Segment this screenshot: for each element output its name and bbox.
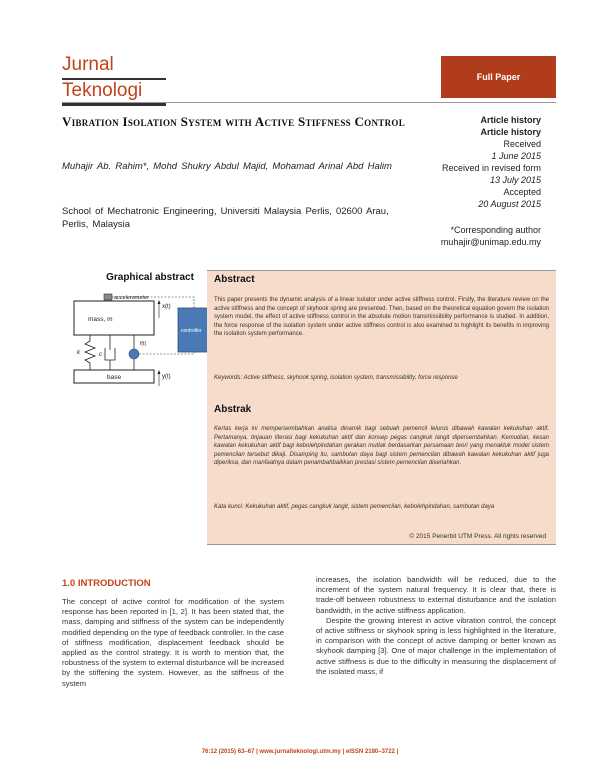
revised-date: 13 July 2015 xyxy=(489,175,541,185)
intro-paragraph-1: The concept of active control for modification of the system response has been reported in [1, 2]. It has been stated that, the mass, damping and stiffness of the system can be independently modified depending on the type of feedback controller. In the case of stiffness modification, displacement feedback should be applied as the control strategy. It is worth to mention that, the robustness of the system to external disturbance will be increased by the stiffening the system. However, as the stiffness of the system xyxy=(62,597,284,688)
y-label: y(t) xyxy=(162,374,171,380)
journal-name-line1: Jurnal xyxy=(62,54,114,75)
y-arrow-head xyxy=(158,370,161,374)
spring xyxy=(85,335,95,370)
abstrak-heading: Abstrak xyxy=(214,404,252,415)
accelerometer-sensor xyxy=(104,294,112,300)
corresponding-label: *Corresponding author xyxy=(450,225,541,235)
article-history xyxy=(400,114,541,210)
received-date: 1 June 2015 xyxy=(491,151,541,161)
actuator-force-label: f(t) xyxy=(140,341,147,347)
history-heading: Article history xyxy=(480,115,541,125)
header-rule xyxy=(62,102,556,103)
x-label: x(t) xyxy=(162,304,171,310)
copyright-notice: © 2015 Penerbit UTM Press. All rights reserved xyxy=(409,533,546,540)
base-label: base xyxy=(107,374,122,381)
section-heading-introduction: 1.0 INTRODUCTION xyxy=(62,578,151,589)
abstract-text: This paper presents the dynamic analysis of a linear isolator under active stiffness control. Firstly, the literature review on the active stiffness and the concept of skyhook spring are presented. Then, based on the theoretical equation govern the isolation system model, the effect of active stiffness control in the absolute motion transmissibility performance is studied. In addition, the force response of the isolation system under active stiffness control is also examined to highlight its benefits in improving the isolation system performance. xyxy=(214,297,549,338)
journal-name-line2: Teknologi xyxy=(62,80,143,101)
paper-affiliation: School of Mechatronic Engineering, Universiti Malaysia Perlis, 02600 Arau, Perlis, Malaysia xyxy=(62,206,389,230)
accelerometer-label: accelerometer xyxy=(114,295,149,301)
abstrak-text: Kertas kerja ini mempersembahkan analisa dinamik bagi sebuah pemencil lelurus dibawah kawalan kekukuhan aktif. Pertamanya, tinjauan literasi bagi kekukuhan aktif dan konsep pegas cangkuk langit dipersembahkan. Kemudian, kesan kawalan kekukuhan aktif bagi kebolehpindahan gerakan mutlak berdasarkan persamaan teori yang menakluk model sistem pemencilan tersebut dikaji. Disamping itu, sambutan daya bagi sistem pemencilan dibawah kawalan kekukuhan aktif juga diperiksa, dan manfaatnya dalam penambahbaikkan prestasi sistem pemencilan diserlahkan. xyxy=(214,426,549,467)
controller-label: controller xyxy=(181,328,202,334)
paper-title: Vibration Isolation System with Active Stiffness Control xyxy=(62,114,405,129)
graphical-abstract-title: Graphical abstract xyxy=(106,272,194,283)
abstract-heading: Abstract xyxy=(214,274,255,285)
page-footer: 76:12 (2015) 63–67 | www.jurnalteknologi.utm.my | eISSN 2180–3722 | xyxy=(201,749,399,755)
journal-logo xyxy=(62,54,166,106)
actuator xyxy=(129,349,139,359)
intro-column-left xyxy=(62,597,284,689)
intro-paragraph-3: Despite the growing interest in active vibration control, the concept of active stiffness or skyhook spring is less highlighted in the literature, in comparison with the concept of active damping or better known as skyhook damping [3]. One of major challenge in the implementation of active stiffness is due to the difficulty in measuring the displacement of the isolated mass, if xyxy=(316,615,556,676)
mass-block xyxy=(74,301,154,335)
x-arrow-head xyxy=(158,300,161,304)
accepted-date: 20 August 2015 xyxy=(478,199,541,209)
corresponding-author xyxy=(400,224,541,248)
accepted-label: Accepted xyxy=(503,187,541,197)
abstrak-keywords: Kata kunci: Kekukuhan aktif, pegas cangkuk langit, sistem pemencilan, kebolehpindahan, sambutan daya xyxy=(214,504,495,510)
damper-label: c xyxy=(99,352,102,358)
corresponding-email[interactable]: muhajir@unimap.edu.my xyxy=(440,237,541,247)
mass-label: mass, m xyxy=(88,316,113,323)
revised-label: Received in revised form xyxy=(441,163,541,173)
received-label: Received xyxy=(503,139,541,149)
paper-authors: Muhajir Ab. Rahim*, Mohd Shukry Abdul Majid, Mohamad Arinal Abd Halim xyxy=(62,161,392,172)
intro-column-right xyxy=(316,575,556,677)
logo-divider-bottom xyxy=(62,103,166,106)
abstract-panel xyxy=(207,270,556,545)
abstract-keywords: Keywords: Active stiffness, skyhook spring, isolation system, transmissibility, force response xyxy=(214,375,458,381)
intro-paragraph-2: increases, the isolation bandwidth will be reduced, due to the increment of the system natural frequency. It is clear that, there is trade-off between robustness to external disturbance and the isolation bandwidth, in the active stiffness application. xyxy=(316,575,556,615)
article-type-label: Full Paper xyxy=(441,56,556,98)
spring-label: k xyxy=(77,350,80,356)
history-heading-repeat: Article history xyxy=(480,127,541,137)
